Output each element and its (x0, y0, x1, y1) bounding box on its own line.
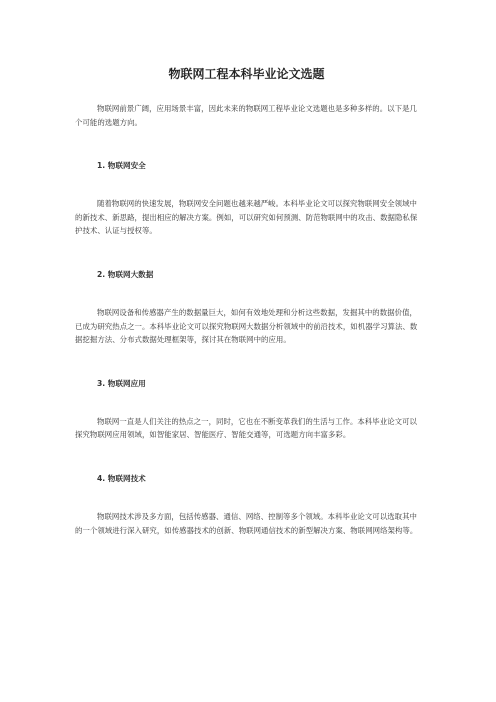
document-title: 物联网工程本科毕业论文选题 (168, 67, 325, 81)
section-heading-technology: 4. 物联网技术 (97, 473, 146, 483)
section-body-applications: 物联网一直是人们关注的热点之一，同时，它也在不断变革我们的生活与工作。本科毕业论文可以探究物联网应用领域，如智能家居、智能医疗、智能交通等，可选题方向丰富多彩。 (75, 416, 417, 440)
section-body-big-data: 物联网设备和传感器产生的数据量巨大，如何有效地处理和分析这些数据，发掘其中的数据价值，已成为研究热点之一。本科毕业论文可以探究物联网大数据分析领域中的前沿技术，如机器学习算法、数据挖掘方法、分布式数据处理框架等，探讨其在物联网中的应用。 (75, 307, 418, 345)
section-heading-applications: 3. 物联网应用 (97, 378, 146, 388)
section-heading-big-data: 2. 物联网大数据 (97, 269, 154, 279)
section-heading-security: 1. 物联网安全 (97, 161, 146, 171)
section-body-technology: 物联网技术涉及多方面，包括传感器、通信、网络、控制等多个领域。本科毕业论文可以选取其中的一个领域进行深入研究，如传感器技术的创新、物联网通信技术的新型解决方案、物联网网络架构等。 (75, 511, 418, 535)
intro-paragraph: 物联网前景广阔，应用场景丰富，因此未来的物联网工程毕业论文选题也是多种多样的。以下是几个可能的选题方向。 (75, 104, 417, 127)
section-body-security: 随着物联网的快速发展，物联网安全问题也越来越严峻。本科毕业论文可以探究物联网安全领域中的新技术、新思路，提出相应的解决方案。例如，可以研究如何预测、防范物联网中的攻击、数据隐私保护技术、认证与授权等。 (75, 199, 418, 236)
